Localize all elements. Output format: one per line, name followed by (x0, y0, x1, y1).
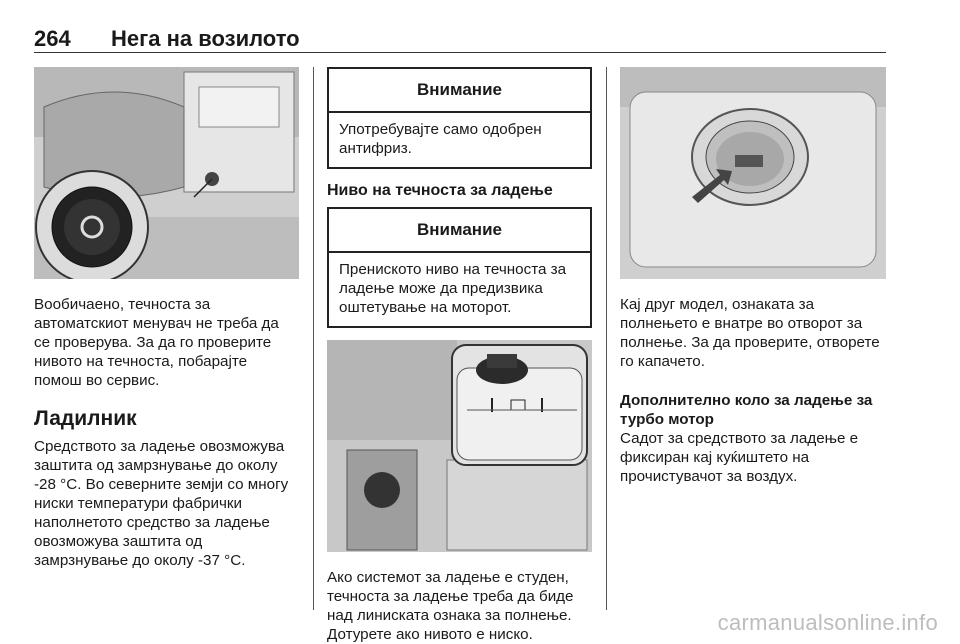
section-heading-coolant: Ладилник (34, 407, 137, 430)
transmission-fluid-note: Вообичаено, течноста за автоматскиот менувач не треба да се проверува. За да го проверите нивото на течноста, побарајте помош во сервис. (34, 296, 279, 389)
watermark: carmanualsonline.info (717, 610, 938, 635)
column-2 (327, 67, 592, 644)
figure-radiator-cap (34, 67, 299, 279)
column-divider-2 (606, 67, 607, 610)
coolant-reservoir-illustration (327, 340, 592, 552)
radiator-cap-illustration (34, 67, 299, 279)
page-header (34, 22, 886, 52)
column-divider-1 (313, 67, 314, 610)
section-heading-turbo-circuit: Дополнително коло за ладење за турбо мотор (620, 392, 873, 428)
column-1 (34, 67, 299, 570)
turbo-circuit-description: Садот за средството за ладење е фиксиран кај куќиштето на прочистувачот за воздух. (620, 430, 859, 485)
warning-text: Употребувајте само одобрен антифриз. (339, 121, 542, 157)
warning-box-low-level (327, 207, 592, 328)
figure-filler-neck (620, 67, 886, 279)
warning-text: Прениското ниво на течноста за ладење може да предизвика оштетување на моторот. (339, 261, 567, 316)
warning-title: Внимание (329, 209, 590, 253)
coolant-description: Средството за ладење овозможува заштита од замрзнување до околу -28 °C. Во северните земји со многу ниски температури фабрички наполнетото средство за ладење овозможува заштита од замрзнување до околу -37 °C. (34, 438, 289, 569)
filler-neck-illustration (620, 67, 886, 279)
figure-coolant-reservoir (327, 340, 592, 552)
warning-title: Внимание (329, 69, 590, 113)
page-title: Нега на возилото (111, 26, 300, 51)
warning-box-antifreeze (327, 67, 592, 169)
coolant-level-caption: Ако системот за ладење е студен, течноста за ладење треба да биде над линиската ознака за полнење. Дотурете ако нивото е ниско. (327, 569, 574, 643)
page-number: 264 (34, 26, 71, 51)
section-heading-coolant-level: Ниво на течноста за ладење (327, 182, 553, 199)
filler-mark-note: Кај друг модел, ознаката за полнењето е внатре во отворот за полнење. За да проверите, отворете го капачето. (620, 296, 880, 370)
column-3 (620, 67, 886, 486)
header-rule (34, 52, 886, 53)
